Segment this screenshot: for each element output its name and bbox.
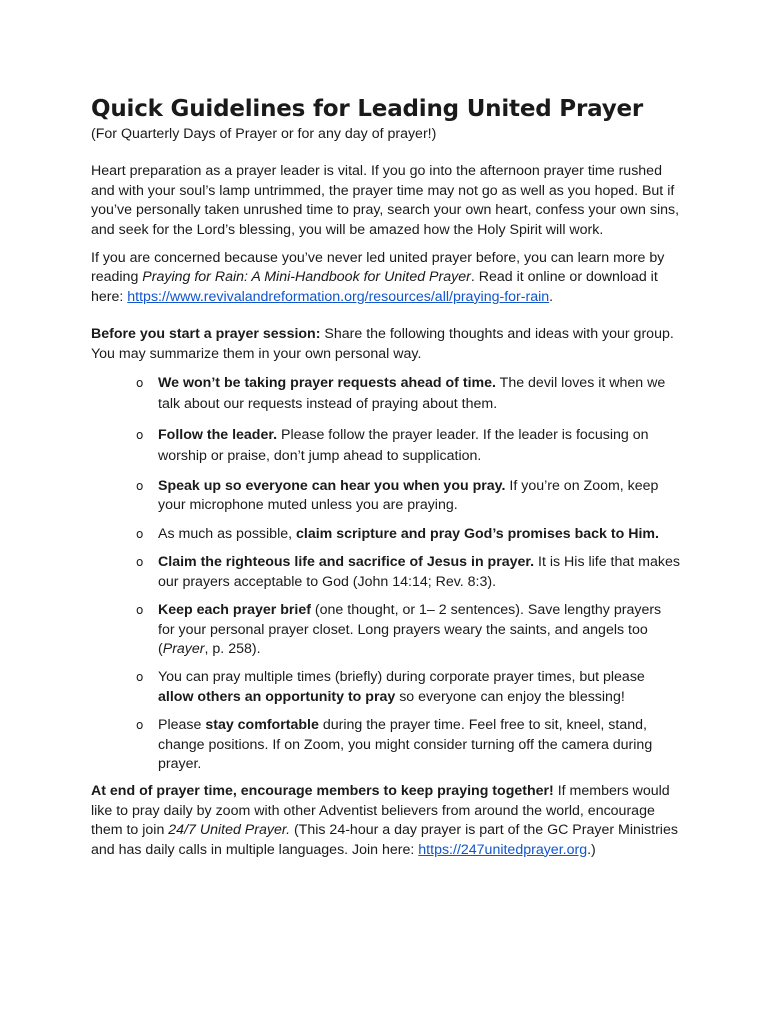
guideline-bold: We won’t be taking prayer requests ahead of time. <box>158 375 496 392</box>
page-title: Quick Guidelines for Leading United Prayer <box>91 96 644 122</box>
bullet-icon: o <box>136 718 144 733</box>
praying-for-rain-link[interactable]: https://www.revivalandreformation.org/resources/all/praying-for-rain <box>127 288 550 305</box>
guideline-item <box>91 601 681 659</box>
guideline-bold: Claim the righteous life and sacrifice of Jesus in prayer. <box>158 554 535 571</box>
intro-paragraph: Heart preparation as a prayer leader is vital. If you go into the afternoon prayer time rushed and with your soul’s lamp untrimmed, the prayer time may not go as well as you hoped. But if you’ve personally taken unrushed time to pray, search your own heart, confess your own sins, and seek for the Lord’s blessing, you will be amazed how the Holy Spirit will work. <box>91 163 680 238</box>
guideline-bold: Speak up so everyone can hear you when you pray. <box>158 478 506 495</box>
guideline-text: Please follow the prayer leader. If the leader is focusing on worship or praise, don’t jump ahead to supplication. <box>158 427 649 465</box>
guideline-text: (one thought, or 1– 2 sentences). Save lengthy prayers for your personal prayer closet. Long prayers weary the saints, and angels too ( <box>158 602 662 657</box>
bullet-icon: o <box>136 428 144 443</box>
guideline-pre: You can pray multiple times (briefly) during corporate prayer times, but please <box>158 669 645 686</box>
united-prayer-link[interactable]: https://247unitedprayer.org <box>418 841 588 858</box>
guideline-item <box>91 373 681 415</box>
bullet-icon: o <box>136 376 144 391</box>
guideline-bold: Follow the leader. <box>158 427 278 444</box>
guideline-bold: allow others an opportunity to pray <box>158 688 396 705</box>
bullet-icon: o <box>136 670 144 685</box>
handbook-book-title: Praying for Rain: A Mini-Handbook for United Prayer <box>142 269 471 286</box>
guideline-tail: , p. 258). <box>204 640 261 657</box>
guideline-bold: claim scripture and pray God’s promises back to Him. <box>296 525 659 542</box>
page-subtitle: (For Quarterly Days of Prayer or for any day of prayer!) <box>91 126 437 142</box>
closing-lead: At end of prayer time, encourage members to keep praying together! <box>91 783 554 800</box>
bullet-icon: o <box>136 479 144 494</box>
closing-program-name: 24/7 United Prayer. <box>168 822 291 839</box>
handbook-text-after: . Read it online or download it here: <box>91 269 658 305</box>
before-session-paragraph <box>91 325 681 364</box>
closing-text-end: .) <box>587 841 596 858</box>
handbook-text-before: If you are concerned because you’ve never led united prayer before, you can learn more by reading <box>91 250 665 286</box>
closing-paragraph <box>91 782 681 860</box>
guideline-item <box>91 525 681 544</box>
closing-text-1: If members would like to pray daily by zoom with other Adventist believers from around the world, encourage them to join <box>91 783 670 839</box>
guidelines-list <box>91 373 681 774</box>
guideline-item <box>91 425 681 467</box>
guideline-item <box>91 477 681 516</box>
guideline-bold: Keep each prayer brief <box>158 602 311 619</box>
guideline-text: The devil loves it when we talk about our requests instead of praying about them. <box>158 375 666 413</box>
closing-text-2: (This 24-hour a day prayer is part of the GC Prayer Ministries and has daily calls in multiple languages. Join here: <box>91 822 678 858</box>
bullet-icon: o <box>136 555 144 570</box>
handbook-text-end: . <box>549 288 554 305</box>
guideline-text: so everyone can enjoy the blessing! <box>395 688 625 705</box>
guideline-text: It is His life that makes our prayers acceptable to God (John 14:14; Rev. 8:3). <box>158 554 680 590</box>
before-session-text: Share the following thoughts and ideas with your group. You may summarize them in your own personal way. <box>91 326 674 362</box>
guideline-pre: Please <box>158 717 206 734</box>
guideline-text: If you’re on Zoom, keep your microphone muted unless you are praying. <box>158 478 659 514</box>
guideline-bold: stay comfortable <box>205 717 319 734</box>
handbook-paragraph <box>91 249 681 307</box>
guideline-item <box>91 553 681 592</box>
bullet-icon: o <box>136 526 144 541</box>
guideline-item <box>91 668 681 707</box>
document-page <box>91 94 681 860</box>
guideline-book-title: Prayer <box>162 640 205 657</box>
before-session-lead: Before you start a prayer session: <box>91 326 321 343</box>
guideline-pre: As much as possible, <box>158 525 296 542</box>
bullet-icon: o <box>136 603 144 618</box>
guideline-item <box>91 716 681 774</box>
guideline-text: during the prayer time. Feel free to sit, kneel, stand, change positions. If on Zoom, you might consider turning off the camera during prayer. <box>158 717 653 772</box>
